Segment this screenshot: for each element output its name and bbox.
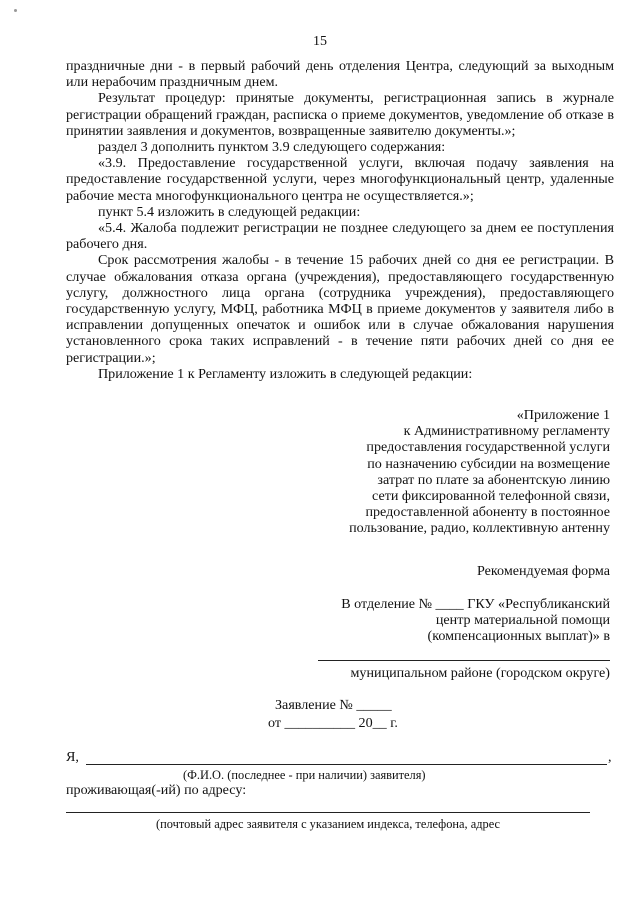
appendix-line: «Приложение 1 (516, 407, 610, 423)
paragraph: Приложение 1 к Регламенту изложить в следующей редакции: (98, 365, 473, 382)
appendix-line: предоставления государственной услуги (366, 439, 610, 456)
page-number: 15 (313, 34, 327, 49)
addressee-line: В отделение № ____ ГКУ «Республиканский (341, 596, 610, 612)
paragraph: Срок рассмотрения жалобы - в течение 15 рабочих дней со дня ее регистрации. В случае обжалования отказа органа (учреждения), предоставляющего государственную услугу, должностного лица органа (сотрудника учреждения), предоставляющего государственную услугу, МФЦ, работника МФЦ в приеме документов у заявителя либо в исправлении допущенных опечаток и ошибок или в случае обжалования нарушения установленного срока таких исправлений - в течение пяти рабочих дней со дня ее регистрации.»; (66, 252, 614, 366)
paragraph: «5.4. Жалоба подлежит регистрации не позднее следующего за днем ее поступления рабочего дня. (66, 220, 614, 253)
district-caption: муниципальном районе (городском округе) (350, 665, 610, 681)
paragraph: «3.9. Предоставление государственной услуги, включая подачу заявления на предоставление государственной услуги, через многофункциональный центр, удаленные рабочие места многофункционального центра не осуществляется.»; (66, 155, 614, 204)
address-line (66, 812, 590, 813)
paragraph: раздел 3 дополнить пунктом 3.9 следующего содержания: (98, 139, 446, 156)
appendix-line: по назначению субсидии на возмещение (367, 455, 610, 472)
addressee-line: (компенсационных выплат)» в (427, 628, 610, 645)
paragraph: праздничные дни - в первый рабочий день отделения Центра, следующий за выходным или нерабочим праздничным днем. (66, 58, 614, 91)
applicant-caption: (Ф.И.О. (последнее - при наличии) заявителя) (183, 768, 426, 782)
statement-title: Заявление № _____ (275, 697, 392, 713)
appendix-line: предоставленной абоненту в постоянное (365, 504, 610, 521)
addressee-line: центр материальной помощи (435, 612, 610, 629)
appendix-line: к Административному регламенту (403, 423, 610, 440)
appendix-line: пользование, радио, коллективную антенну (349, 520, 610, 537)
residing-label: проживающая(-ий) по адресу: (66, 782, 247, 798)
appendix-header (349, 407, 610, 537)
body-text (66, 58, 614, 382)
paragraph: Результат процедур: принятые документы, регистрационная запись в журнале регистрации обращений граждан, расписка о приеме документов, уведомление об отказе в принятии заявления и документов, возвращенные заявителю документы.»; (66, 90, 614, 139)
scan-speck (14, 9, 17, 12)
paragraph: пункт 5.4 изложить в следующей редакции: (98, 203, 361, 220)
appendix-line: затрат по плате за абонентскую линию (377, 471, 610, 488)
address-caption: (почтовый адрес заявителя с указанием индекса, телефона, адрес (156, 817, 501, 831)
recommended-form-label: Рекомендуемая форма (477, 563, 610, 579)
district-blank-line (318, 660, 610, 661)
appendix-line: сети фиксированной телефонной связи, (372, 488, 610, 505)
applicant-prefix: Я, (66, 749, 79, 765)
applicant-name-line (86, 764, 607, 765)
applicant-suffix: , (608, 749, 612, 765)
addressee-block (341, 596, 610, 645)
statement-date: от __________ 20__ г. (268, 715, 398, 731)
